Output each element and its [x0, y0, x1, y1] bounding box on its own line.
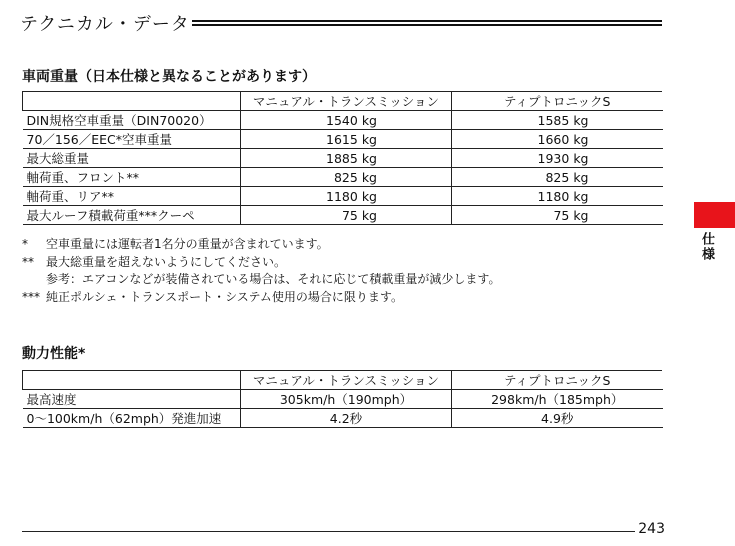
footnote	[22, 289, 500, 307]
row-label: DIN規格空車重量（DIN70020）	[23, 111, 241, 130]
footnote-mark: **	[22, 254, 34, 269]
table-row	[23, 149, 663, 168]
cell-tiptronic: 825 kg	[452, 168, 663, 187]
performance-heading: 動力性能*	[22, 346, 86, 362]
cell-manual: 1180 kg	[241, 187, 452, 206]
cell-tiptronic: 298km/h（185mph）	[452, 390, 663, 409]
column-header	[23, 371, 241, 390]
cell-manual: 1540 kg	[241, 111, 452, 130]
cell-tiptronic: 1660 kg	[452, 130, 663, 149]
cell-manual: 1885 kg	[241, 149, 452, 168]
cell-manual: 305km/h（190mph）	[241, 390, 452, 409]
table-row	[23, 130, 663, 149]
footnote	[22, 236, 500, 254]
performance-table	[22, 371, 663, 428]
footnote	[22, 271, 500, 289]
cell-tiptronic: 1180 kg	[452, 187, 663, 206]
footer-rule	[22, 531, 635, 532]
cell-tiptronic: 1585 kg	[452, 111, 663, 130]
column-header: ティプトロニックS	[452, 92, 663, 111]
footnote	[22, 254, 500, 272]
section-tab-marker	[694, 202, 735, 228]
cell-tiptronic: 1930 kg	[452, 149, 663, 168]
weights-table	[22, 92, 663, 225]
footnote-text: 参考：エアコンなどが装備されている場合は、それに応じて積載重量が減少します。	[46, 272, 501, 286]
footnote-mark: ***	[22, 289, 40, 304]
row-label: 0～100km/h（62mph）発進加速	[23, 409, 241, 428]
footnote-text: 純正ポルシェ・トランスポート・システム使用の場合に限ります。	[46, 289, 403, 304]
footnote-mark: *	[22, 237, 28, 251]
title-rule	[192, 20, 662, 22]
row-label: 最大総重量	[23, 149, 241, 168]
table-row	[23, 187, 663, 206]
cell-manual: 825 kg	[241, 168, 452, 187]
table-row	[23, 168, 663, 187]
row-label: 最大ルーフ積載荷重***クーペ	[23, 206, 241, 225]
cell-manual: 4.2秒	[241, 409, 452, 428]
column-header: マニュアル・トランスミッション	[241, 92, 452, 111]
table-row	[23, 206, 663, 225]
weights-notes	[22, 236, 500, 306]
cell-manual: 1615 kg	[241, 130, 452, 149]
footnote-text: 空車重量には運転者1名分の重量が含まれています。	[46, 237, 329, 251]
row-label: 軸荷重、フロント**	[23, 168, 241, 187]
weights-heading: 車両重量（日本仕様と異なることがあります）	[22, 69, 316, 85]
row-label: 軸荷重、リア**	[23, 187, 241, 206]
table-row	[23, 390, 663, 409]
column-header	[23, 92, 241, 111]
page-number: 243	[638, 521, 665, 537]
section-tab-label: 仕様	[699, 232, 714, 262]
page-title: テクニカル・データ	[20, 14, 190, 35]
footnote-text: 最大総重量を超えないようにしてください。	[46, 254, 287, 269]
table-header-row	[23, 371, 663, 390]
table-row	[23, 111, 663, 130]
column-header: ティプトロニックS	[452, 371, 663, 390]
table-header-row	[23, 92, 663, 111]
footnote-mark	[22, 271, 46, 289]
cell-tiptronic: 4.9秒	[452, 409, 663, 428]
column-header: マニュアル・トランスミッション	[241, 371, 452, 390]
cell-tiptronic: 75 kg	[452, 206, 663, 225]
title-rule	[192, 24, 662, 26]
cell-manual: 75 kg	[241, 206, 452, 225]
row-label: 70／156／EEC*空車重量	[23, 130, 241, 149]
table-row	[23, 409, 663, 428]
row-label: 最高速度	[23, 390, 241, 409]
